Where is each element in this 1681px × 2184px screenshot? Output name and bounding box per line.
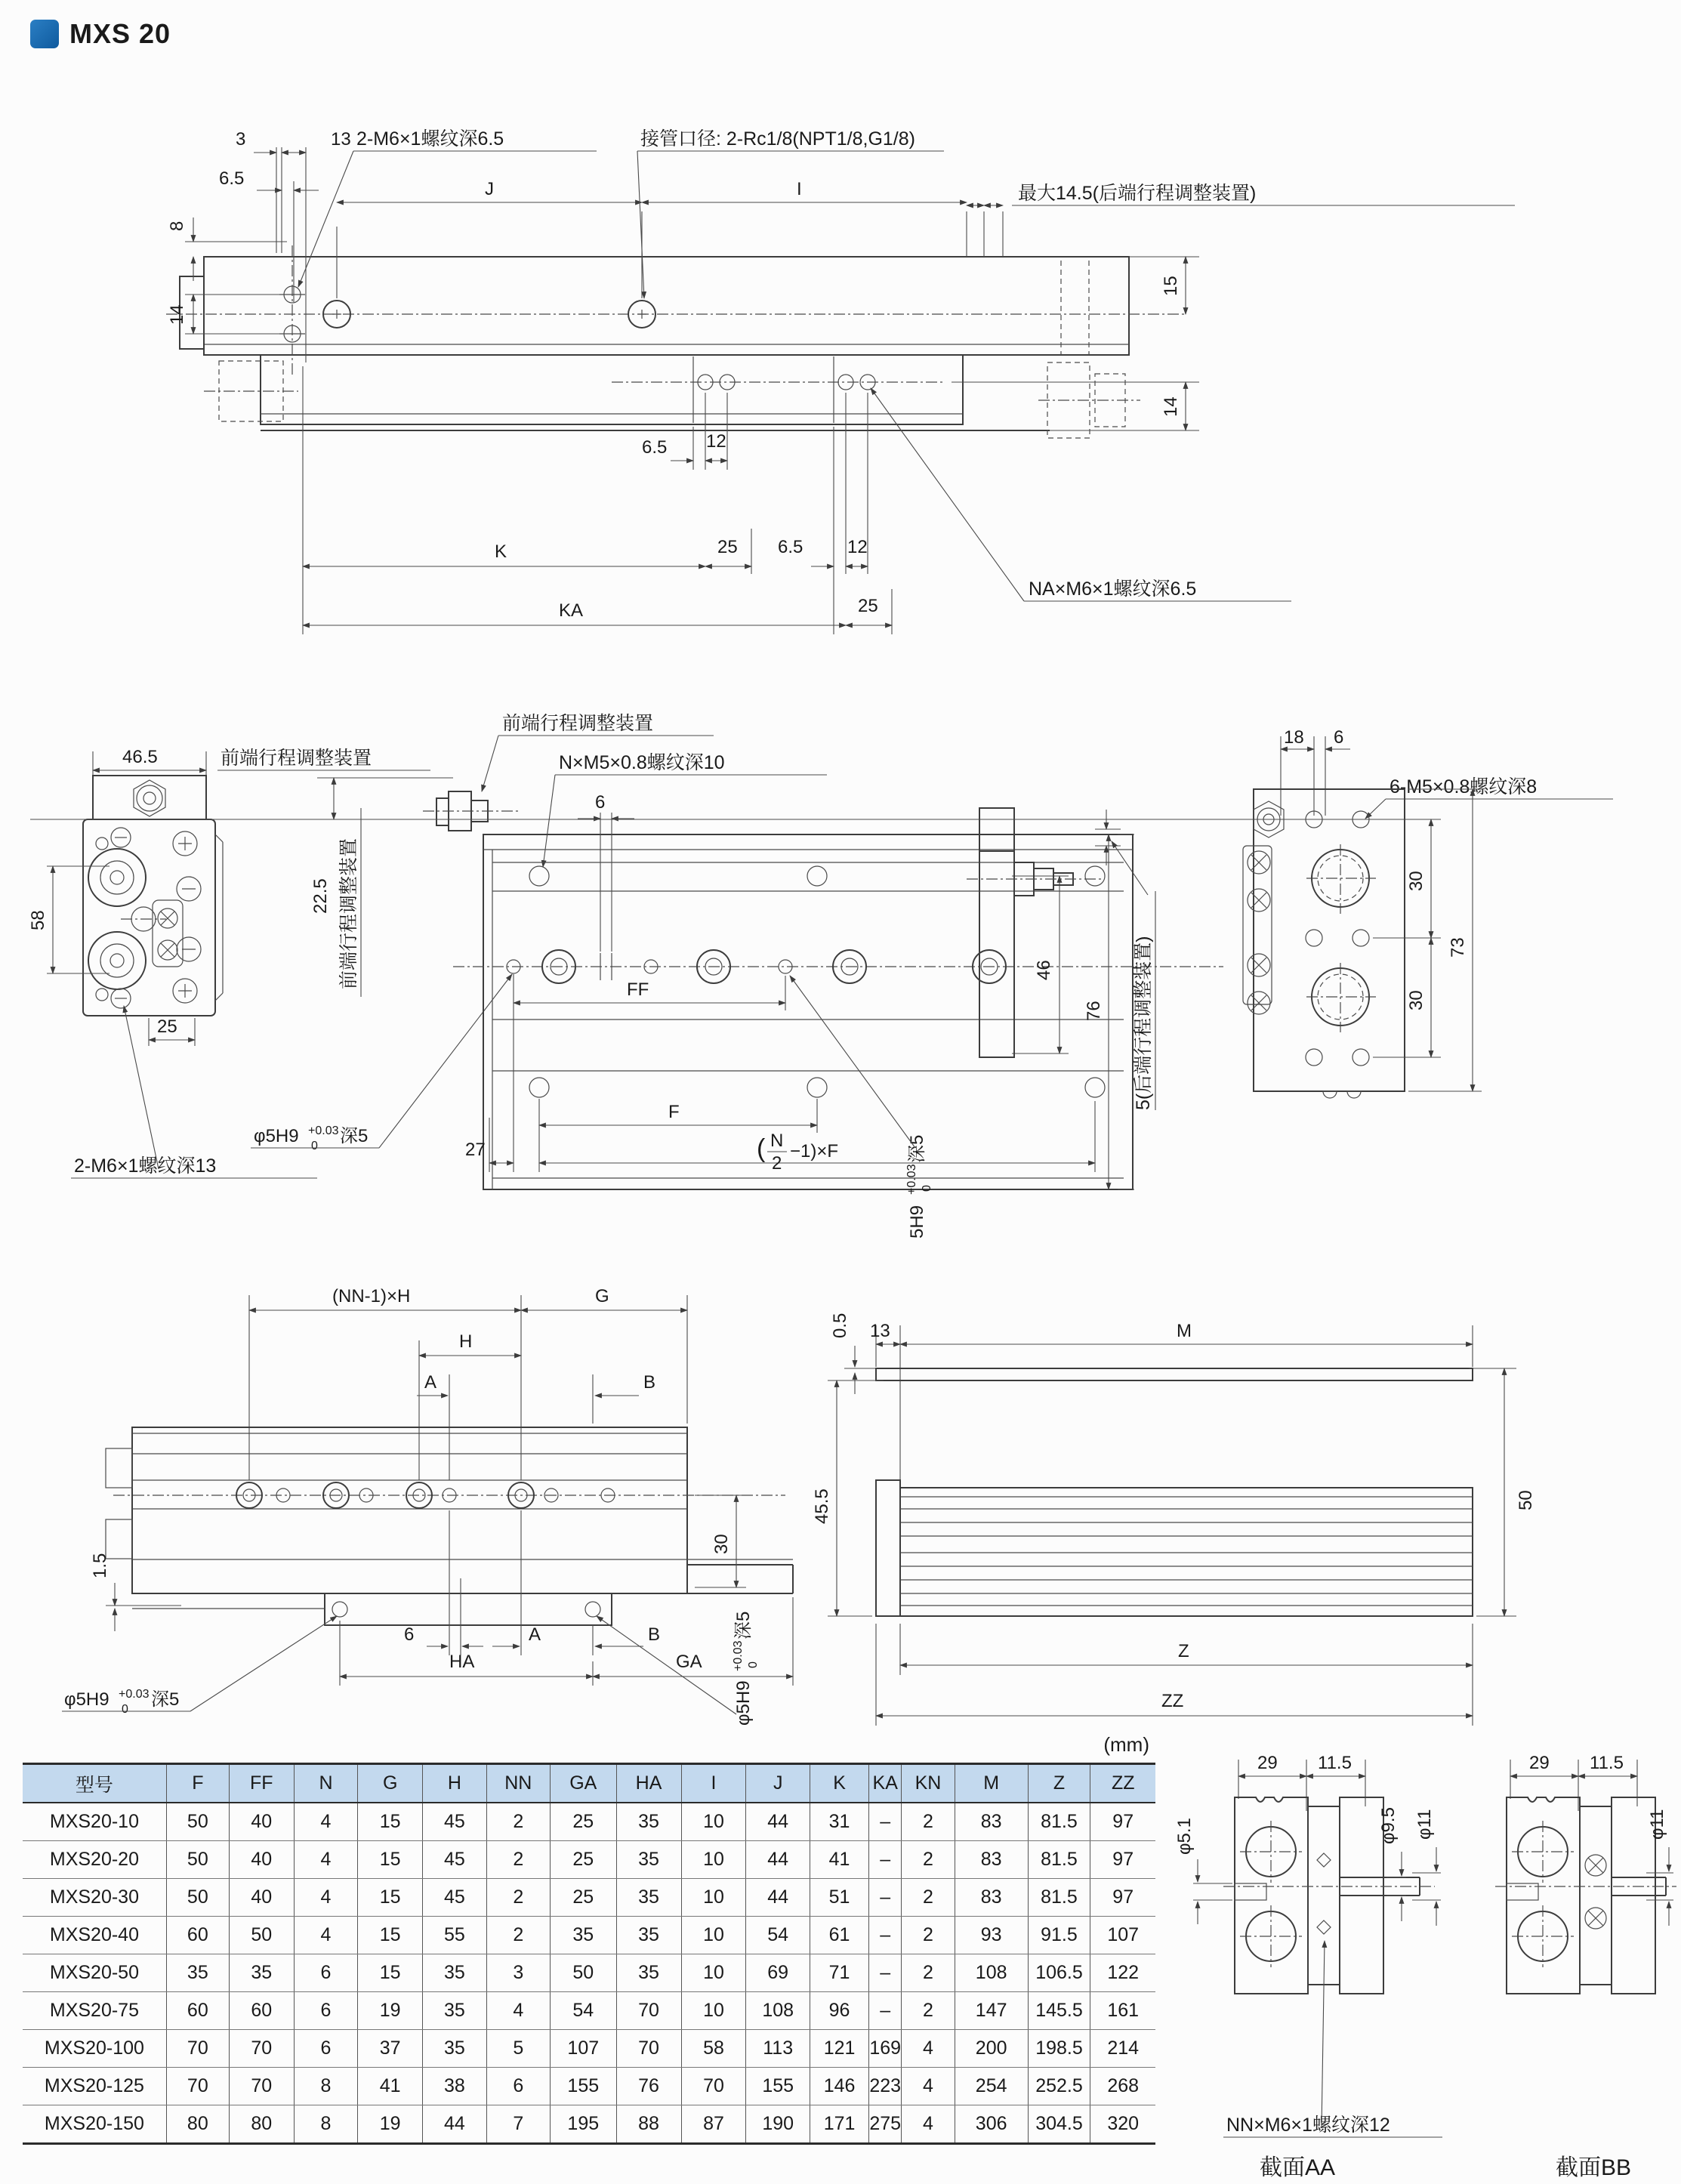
value-cell: 70	[166, 2068, 229, 2105]
value-cell: 107	[551, 2030, 617, 2068]
svg-text:φ11: φ11	[1414, 1809, 1435, 1840]
svg-text:30: 30	[711, 1534, 732, 1554]
svg-text:12: 12	[706, 431, 726, 452]
svg-text:NN×M6×1螺纹深12: NN×M6×1螺纹深12	[1226, 2115, 1390, 2136]
value-cell: 37	[358, 2030, 423, 2068]
value-cell: 268	[1090, 2068, 1155, 2105]
value-cell: 108	[955, 1954, 1028, 1992]
value-cell: 147	[955, 1992, 1028, 2030]
svg-text:0.5: 0.5	[830, 1313, 850, 1338]
svg-text:14: 14	[1161, 396, 1181, 417]
value-cell: 44	[423, 2105, 486, 2144]
value-cell: 7	[486, 2105, 550, 2144]
value-cell: 70	[616, 2030, 681, 2068]
svg-text:A: A	[424, 1372, 437, 1393]
value-cell: 2	[902, 1879, 955, 1917]
value-cell: 2	[902, 1803, 955, 1841]
value-cell: 2	[902, 1917, 955, 1954]
svg-text:13: 13	[870, 1321, 890, 1341]
svg-text:+0.03: +0.03	[119, 1688, 150, 1701]
value-cell: 10	[681, 1992, 746, 2030]
svg-text:GA: GA	[676, 1652, 702, 1672]
svg-text:46.5: 46.5	[122, 747, 158, 767]
svg-text:φ11: φ11	[1647, 1809, 1667, 1840]
value-cell: 97	[1090, 1841, 1155, 1879]
value-cell: 97	[1090, 1803, 1155, 1841]
svg-text:HA: HA	[449, 1652, 475, 1672]
value-cell: 8	[294, 2105, 357, 2144]
section-aa	[1174, 1753, 1442, 2180]
rear-side-view	[812, 1313, 1536, 1726]
value-cell: 5	[486, 2030, 550, 2068]
value-cell: 70	[616, 1992, 681, 2030]
svg-text:深5: 深5	[340, 1126, 369, 1146]
column-header: KA	[869, 1764, 902, 1803]
table-row	[23, 2105, 1155, 2144]
model-cell: MXS20-30	[23, 1879, 166, 1917]
value-cell: 51	[810, 1879, 868, 1917]
value-cell: 60	[166, 1917, 229, 1954]
svg-text:73: 73	[1448, 937, 1468, 958]
svg-text:A: A	[529, 1624, 541, 1645]
value-cell: 76	[616, 2068, 681, 2105]
column-header: I	[681, 1764, 746, 1803]
svg-text:(NN-1)×H: (NN-1)×H	[332, 1286, 411, 1306]
value-cell: 35	[229, 1954, 294, 1992]
value-cell: 44	[746, 1803, 810, 1841]
blue-square-icon	[30, 20, 59, 48]
value-cell: 61	[810, 1917, 868, 1954]
svg-text:−1)×F: −1)×F	[790, 1141, 839, 1161]
value-cell: 190	[746, 2105, 810, 2144]
value-cell: 83	[955, 1841, 1028, 1879]
value-cell: 35	[423, 2030, 486, 2068]
value-cell: 83	[955, 1803, 1028, 1841]
value-cell: 45	[423, 1803, 486, 1841]
bottom-view	[62, 1286, 793, 1726]
table-row	[23, 2068, 1155, 2105]
value-cell: 254	[955, 2068, 1028, 2105]
value-cell: 6	[486, 2068, 550, 2105]
top-view-body	[166, 245, 1186, 438]
value-cell: 35	[616, 1841, 681, 1879]
value-cell: 60	[229, 1992, 294, 2030]
value-cell: 71	[810, 1954, 868, 1992]
svg-text:最大14.5(后端行程调整装置): 最大14.5(后端行程调整装置)	[1018, 183, 1257, 204]
value-cell: 223	[869, 2068, 902, 2105]
value-cell: 19	[358, 2105, 423, 2144]
svg-text:接管口径: 2-Rc1/8(NPT1/8,G1/8): 接管口径: 2-Rc1/8(NPT1/8,G1/8)	[640, 128, 915, 150]
model-cell: MXS20-20	[23, 1841, 166, 1879]
value-cell: 35	[616, 1917, 681, 1954]
value-cell: 2	[902, 1992, 955, 2030]
svg-text:15: 15	[1161, 276, 1181, 296]
value-cell: 2	[486, 1803, 550, 1841]
svg-text:18: 18	[1284, 727, 1304, 748]
svg-text:前端行程调整装置: 前端行程调整装置	[338, 838, 359, 989]
value-cell: 81.5	[1028, 1879, 1090, 1917]
value-cell: –	[869, 1954, 902, 1992]
value-cell: 113	[746, 2030, 810, 2068]
svg-text:φ5H9: φ5H9	[733, 1680, 754, 1726]
value-cell: 155	[746, 2068, 810, 2105]
value-cell: 25	[551, 1803, 617, 1841]
value-cell: 145.5	[1028, 1992, 1090, 2030]
value-cell: 146	[810, 2068, 868, 2105]
value-cell: 40	[229, 1879, 294, 1917]
value-cell: 70	[229, 2068, 294, 2105]
column-header: K	[810, 1764, 868, 1803]
value-cell: 35	[616, 1954, 681, 1992]
table-row	[23, 1954, 1155, 1992]
value-cell: 214	[1090, 2030, 1155, 2068]
value-cell: 50	[166, 1841, 229, 1879]
svg-text:1.5: 1.5	[90, 1553, 110, 1578]
value-cell: 91.5	[1028, 1917, 1090, 1954]
value-cell: 4	[486, 1992, 550, 2030]
value-cell: 96	[810, 1992, 868, 2030]
value-cell: 169	[869, 2030, 902, 2068]
column-header: ZZ	[1090, 1764, 1155, 1803]
svg-text:F: F	[668, 1102, 680, 1122]
value-cell: 35	[616, 1803, 681, 1841]
svg-text:G: G	[595, 1286, 609, 1306]
svg-text:截面AA: 截面AA	[1260, 2155, 1336, 2180]
svg-text:φ9.5: φ9.5	[1378, 1807, 1399, 1844]
value-cell: 58	[681, 2030, 746, 2068]
model-cell: MXS20-10	[23, 1803, 166, 1841]
value-cell: 38	[423, 2068, 486, 2105]
column-header: N	[294, 1764, 357, 1803]
column-header: KN	[902, 1764, 955, 1803]
side-view	[423, 713, 1223, 1239]
svg-text:5H9: 5H9	[907, 1205, 927, 1239]
value-cell: 4	[294, 1917, 357, 1954]
table-row	[23, 1992, 1155, 2030]
left-end-view	[28, 747, 512, 1178]
value-cell: 155	[551, 2068, 617, 2105]
svg-text:(: (	[757, 1134, 766, 1163]
value-cell: –	[869, 1917, 902, 1954]
svg-text:29: 29	[1529, 1753, 1550, 1773]
value-cell: 122	[1090, 1954, 1155, 1992]
svg-text:46: 46	[1034, 960, 1054, 980]
svg-text:25: 25	[717, 537, 738, 557]
model-cell: MXS20-50	[23, 1954, 166, 1992]
value-cell: 70	[166, 2030, 229, 2068]
svg-text:6.5: 6.5	[642, 437, 668, 458]
svg-text:25: 25	[858, 596, 878, 616]
svg-text:6: 6	[404, 1624, 415, 1645]
value-cell: 10	[681, 1879, 746, 1917]
value-cell: 4	[902, 2105, 955, 2144]
value-cell: –	[869, 1879, 902, 1917]
value-cell: 252.5	[1028, 2068, 1090, 2105]
svg-text:13: 13	[331, 129, 351, 150]
value-cell: 35	[551, 1917, 617, 1954]
value-cell: 35	[166, 1954, 229, 1992]
value-cell: 107	[1090, 1917, 1155, 1954]
svg-text:6: 6	[595, 792, 606, 813]
value-cell: 121	[810, 2030, 868, 2068]
value-cell: 80	[229, 2105, 294, 2144]
column-header: NN	[486, 1764, 550, 1803]
svg-text:NA×M6×1螺纹深6.5: NA×M6×1螺纹深6.5	[1029, 578, 1197, 600]
table-row	[23, 1803, 1155, 1841]
model-cell: MXS20-100	[23, 2030, 166, 2068]
value-cell: 50	[229, 1917, 294, 1954]
svg-text:FF: FF	[627, 979, 649, 1000]
value-cell: 106.5	[1028, 1954, 1090, 1992]
svg-text:50: 50	[1516, 1490, 1536, 1510]
value-cell: 50	[166, 1879, 229, 1917]
value-cell: 41	[358, 2068, 423, 2105]
value-cell: 4	[294, 1841, 357, 1879]
svg-text:5(后端行程调整装置): 5(后端行程调整装置)	[1133, 936, 1154, 1110]
page-header	[30, 18, 171, 50]
svg-text:6-M5×0.8螺纹深8: 6-M5×0.8螺纹深8	[1390, 776, 1538, 797]
bottom-row-drawings	[30, 1254, 1681, 1752]
value-cell: 3	[486, 1954, 550, 1992]
value-cell: 198.5	[1028, 2030, 1090, 2068]
value-cell: 83	[955, 1879, 1028, 1917]
value-cell: 97	[1090, 1879, 1155, 1917]
table-header-row	[23, 1764, 1155, 1803]
unit-label: (mm)	[1103, 1733, 1149, 1756]
svg-text:M: M	[1177, 1321, 1192, 1341]
value-cell: 2	[902, 1841, 955, 1879]
value-cell: 93	[955, 1917, 1028, 1954]
value-cell: 25	[551, 1841, 617, 1879]
svg-text:3: 3	[236, 129, 246, 150]
svg-text:B: B	[648, 1624, 661, 1645]
dimension-table-block	[23, 1733, 1155, 2145]
svg-text:φ5H9: φ5H9	[254, 1126, 299, 1146]
svg-text:+0.03: +0.03	[308, 1124, 339, 1137]
value-cell: 4	[294, 1803, 357, 1841]
svg-text:深5: 深5	[733, 1611, 754, 1640]
value-cell: 2	[486, 1879, 550, 1917]
value-cell: 15	[358, 1954, 423, 1992]
value-cell: 15	[358, 1879, 423, 1917]
dims-table	[23, 1763, 1155, 2145]
value-cell: 200	[955, 2030, 1028, 2068]
value-cell: 35	[423, 1992, 486, 2030]
column-header: H	[423, 1764, 486, 1803]
value-cell: 35	[616, 1879, 681, 1917]
value-cell: 25	[551, 1879, 617, 1917]
value-cell: 60	[166, 1992, 229, 2030]
svg-text:11.5: 11.5	[1318, 1753, 1352, 1773]
pin-hole-callout-right	[905, 1135, 933, 1239]
value-cell: 10	[681, 1841, 746, 1879]
column-header: M	[955, 1764, 1028, 1803]
model-cell: MXS20-150	[23, 2105, 166, 2144]
table-row	[23, 1879, 1155, 1917]
value-cell: 54	[551, 1992, 617, 2030]
svg-text:14: 14	[167, 304, 187, 325]
value-cell: 35	[423, 1954, 486, 1992]
value-cell: 55	[423, 1917, 486, 1954]
section-views	[1163, 1684, 1681, 2184]
value-cell: 40	[229, 1841, 294, 1879]
pin-hole-callout-rotated	[732, 1612, 760, 1726]
top-view-dimensions	[167, 129, 1515, 634]
value-cell: 15	[358, 1917, 423, 1954]
value-cell: 108	[746, 1992, 810, 2030]
svg-text:K: K	[495, 541, 507, 562]
svg-text:0: 0	[122, 1703, 128, 1716]
svg-text:φ5.1: φ5.1	[1174, 1818, 1195, 1855]
svg-text:2-M6×1螺纹深13: 2-M6×1螺纹深13	[74, 1155, 217, 1177]
svg-text:前端行程调整装置: 前端行程调整装置	[502, 713, 654, 734]
model-cell: MXS20-125	[23, 2068, 166, 2105]
value-cell: 161	[1090, 1992, 1155, 2030]
value-cell: 275	[869, 2105, 902, 2144]
value-cell: 81.5	[1028, 1841, 1090, 1879]
value-cell: –	[869, 1841, 902, 1879]
value-cell: 10	[681, 1917, 746, 1954]
column-header: GA	[551, 1764, 617, 1803]
value-cell: 19	[358, 1992, 423, 2030]
svg-text:2-M6×1螺纹深6.5: 2-M6×1螺纹深6.5	[356, 128, 504, 150]
value-cell: 4	[294, 1879, 357, 1917]
svg-text:27: 27	[465, 1140, 486, 1160]
value-cell: –	[869, 1803, 902, 1841]
column-header-model: 型号	[23, 1764, 166, 1803]
svg-text:12: 12	[847, 537, 868, 557]
model-cell: MXS20-40	[23, 1917, 166, 1954]
top-view-drawing	[113, 106, 1518, 657]
svg-text:N: N	[770, 1131, 784, 1151]
value-cell: 45	[423, 1879, 486, 1917]
svg-text:0: 0	[921, 1185, 933, 1192]
svg-text:+0.03: +0.03	[732, 1640, 745, 1671]
pin-hole-callout	[251, 974, 512, 1152]
table-row	[23, 1841, 1155, 1879]
page-title: MXS 20	[69, 18, 171, 49]
svg-text:30: 30	[1406, 871, 1427, 891]
column-header: G	[358, 1764, 423, 1803]
value-cell: 15	[358, 1841, 423, 1879]
svg-text:6: 6	[1334, 727, 1344, 748]
value-cell: 306	[955, 2105, 1028, 2144]
value-cell: 50	[166, 1803, 229, 1841]
svg-text:11.5: 11.5	[1590, 1753, 1624, 1773]
value-cell: 2	[486, 1917, 550, 1954]
value-cell: 88	[616, 2105, 681, 2144]
pin-hole-callout	[62, 1616, 337, 1716]
svg-text:+0.03: +0.03	[905, 1164, 918, 1195]
model-cell: MXS20-75	[23, 1992, 166, 2030]
svg-text:ZZ: ZZ	[1161, 1691, 1184, 1711]
table-row	[23, 1917, 1155, 1954]
svg-text:0: 0	[311, 1140, 318, 1152]
svg-text:前端行程调整装置: 前端行程调整装置	[221, 748, 372, 769]
svg-text:Z: Z	[1178, 1641, 1189, 1661]
pitch-formula	[757, 1131, 838, 1174]
svg-text:22.5: 22.5	[310, 878, 331, 914]
svg-text:58: 58	[28, 910, 48, 930]
svg-text:6.5: 6.5	[219, 168, 245, 189]
right-end-view	[30, 727, 1613, 1098]
svg-text:B: B	[643, 1372, 656, 1393]
value-cell: 81.5	[1028, 1803, 1090, 1841]
column-header: Z	[1028, 1764, 1090, 1803]
value-cell: 41	[810, 1841, 868, 1879]
column-header: FF	[229, 1764, 294, 1803]
svg-text:2: 2	[772, 1153, 782, 1174]
value-cell: –	[869, 1992, 902, 2030]
value-cell: 8	[294, 2068, 357, 2105]
svg-text:截面BB: 截面BB	[1556, 2155, 1632, 2180]
value-cell: 320	[1090, 2105, 1155, 2144]
value-cell: 6	[294, 1954, 357, 1992]
svg-text:30: 30	[1406, 990, 1427, 1010]
middle-row-drawings	[30, 665, 1681, 1269]
svg-text:29: 29	[1257, 1753, 1278, 1773]
value-cell: 304.5	[1028, 2105, 1090, 2144]
value-cell: 40	[229, 1803, 294, 1841]
value-cell: 44	[746, 1879, 810, 1917]
svg-text:25: 25	[157, 1016, 177, 1037]
svg-text:深5: 深5	[151, 1689, 180, 1710]
value-cell: 2	[486, 1841, 550, 1879]
value-cell: 6	[294, 1992, 357, 2030]
value-cell: 4	[902, 2030, 955, 2068]
value-cell: 4	[902, 2068, 955, 2105]
value-cell: 10	[681, 1803, 746, 1841]
svg-text:6.5: 6.5	[778, 537, 803, 557]
svg-text:KA: KA	[559, 600, 584, 621]
value-cell: 6	[294, 2030, 357, 2068]
table-row	[23, 2030, 1155, 2068]
value-cell: 45	[423, 1841, 486, 1879]
svg-text:H: H	[459, 1331, 473, 1352]
value-cell: 2	[902, 1954, 955, 1992]
column-header: F	[166, 1764, 229, 1803]
value-cell: 69	[746, 1954, 810, 1992]
svg-text:N×M5×0.8螺纹深10: N×M5×0.8螺纹深10	[559, 752, 725, 773]
value-cell: 50	[551, 1954, 617, 1992]
value-cell: 80	[166, 2105, 229, 2144]
svg-text:0: 0	[747, 1661, 760, 1668]
svg-text:φ5H9: φ5H9	[64, 1689, 109, 1710]
svg-text:J: J	[485, 179, 494, 199]
value-cell: 70	[229, 2030, 294, 2068]
section-bb	[1495, 1753, 1676, 2180]
value-cell: 31	[810, 1803, 868, 1841]
value-cell: 44	[746, 1841, 810, 1879]
svg-text:45.5: 45.5	[812, 1488, 832, 1524]
svg-text:I: I	[797, 179, 802, 199]
value-cell: 70	[681, 2068, 746, 2105]
svg-text:深5: 深5	[907, 1134, 927, 1163]
value-cell: 87	[681, 2105, 746, 2144]
value-cell: 15	[358, 1803, 423, 1841]
svg-text:8: 8	[167, 221, 187, 231]
value-cell: 54	[746, 1917, 810, 1954]
value-cell: 171	[810, 2105, 868, 2144]
column-header: J	[746, 1764, 810, 1803]
value-cell: 10	[681, 1954, 746, 1992]
column-header: HA	[616, 1764, 681, 1803]
svg-text:76: 76	[1084, 1001, 1104, 1021]
value-cell: 195	[551, 2105, 617, 2144]
